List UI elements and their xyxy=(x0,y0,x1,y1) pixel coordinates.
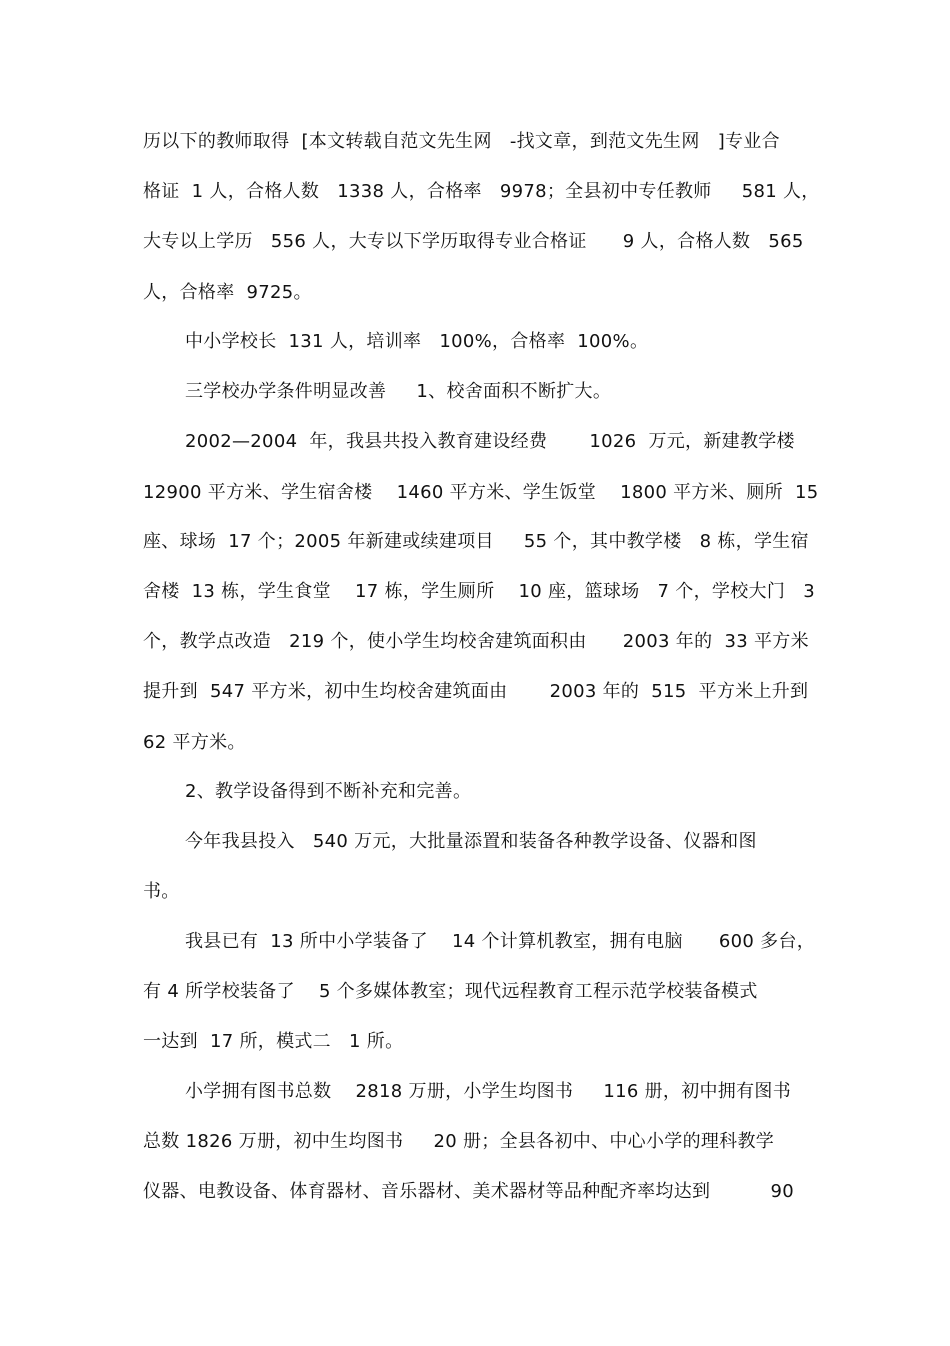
text-line: 一达到 17 所，模式二 1 所。 xyxy=(143,1031,404,1052)
text-line: 三学校办学条件明显改善 1、校舍面积不断扩大。 xyxy=(185,381,612,402)
text-line: 仪器、电教设备、体育器材、音乐器材、美术器材等品种配齐率均达到 90 xyxy=(143,1181,795,1202)
text-line: 中小学校长 131 人，培训率 100%，合格率 100%。 xyxy=(185,331,649,352)
text-line: 2、教学设备得到不断补充和完善。 xyxy=(185,781,472,802)
text-line: 有 4 所学校装备了 5 个多媒体教室；现代远程教育工程示范学校装备模式 xyxy=(143,981,758,1002)
text-line: 书。 xyxy=(143,881,180,902)
text-line: 我县已有 13 所中小学装备了 14 个计算机教室，拥有电脑 600 多台， xyxy=(185,931,816,952)
text-line: 12900 平方米、学生宿舍楼 1460 平方米、学生饭堂 1800 平方米、厕所 15 xyxy=(143,482,819,503)
text-line: 2002—2004 年，我县共投入教育建设经费 1026 万元，新建教学楼 xyxy=(185,431,795,452)
text-line: 个，教学点改造 219 个，使小学生均校舍建筑面积由 2003 年的 33 平方米 xyxy=(143,631,809,652)
text-line: 舍楼 13 栋，学生食堂 17 栋，学生厕所 10 座，篮球场 7 个，学校大门 3 xyxy=(143,581,815,602)
text-line: 总数 1826 万册，初中生均图书 20 册；全县各初中、中心小学的理科教学 xyxy=(143,1131,775,1152)
text-line: 今年我县投入 540 万元，大批量添置和装备各种教学设备、仪器和图 xyxy=(185,831,757,852)
text-line: 提升到 547 平方米，初中生均校舍建筑面由 2003 年的 515 平方米上升到 xyxy=(143,681,809,702)
text-line: 人，合格率 9725。 xyxy=(143,282,312,303)
text-line: 小学拥有图书总数 2818 万册，小学生均图书 116 册，初中拥有图书 xyxy=(185,1081,792,1102)
text-line: 座、球场 17 个；2005 年新建或续建项目 55 个，其中教学楼 8 栋，学生宿 xyxy=(143,531,809,552)
text-line: 62 平方米。 xyxy=(143,732,246,753)
text-line: 历以下的教师取得 [本文转载自范文先生网 -找文章，到范文先生网 ]专业合 xyxy=(143,131,780,152)
text-line: 大专以上学历 556 人，大专以下学历取得专业合格证 9 人，合格人数 565 xyxy=(143,231,804,252)
text-line: 格证 1 人，合格人数 1338 人，合格率 9978；全县初中专任教师 581 人， xyxy=(143,181,820,202)
